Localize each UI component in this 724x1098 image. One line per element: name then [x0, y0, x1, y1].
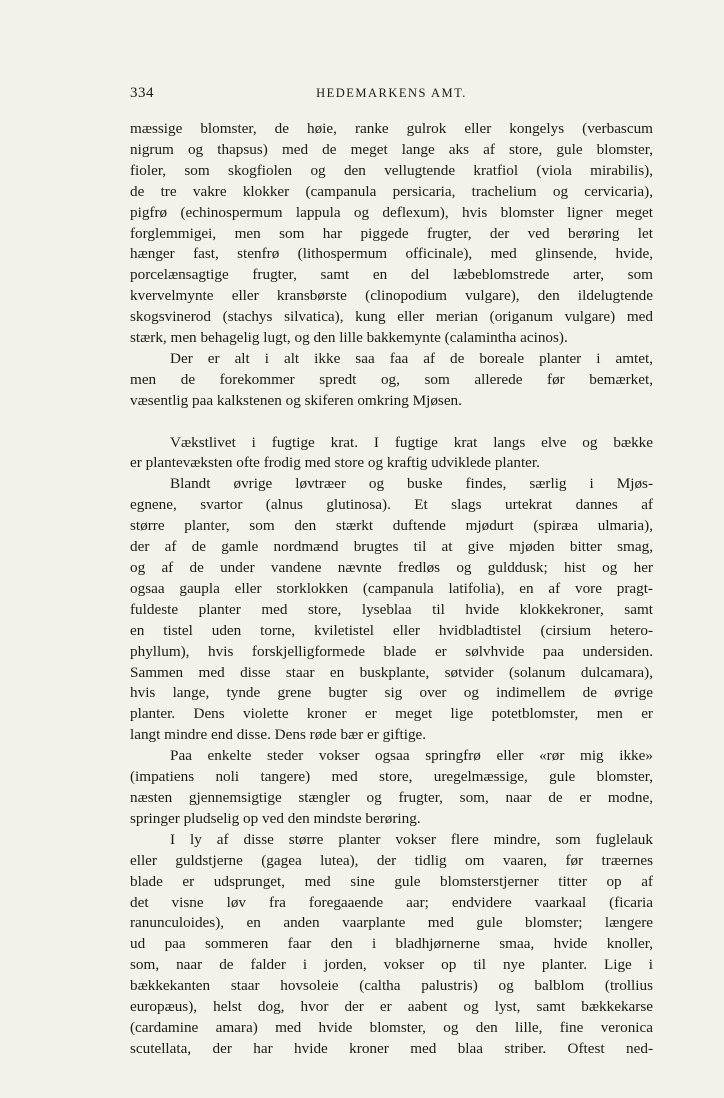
text-line: og af de under vandene nævnte fredløs og gulddusk; hist og her: [130, 559, 653, 577]
page-number: 334: [130, 85, 154, 101]
text-line: europæus), helst dog, hvor der er aabent og lyst, samt bækkekarse: [130, 998, 653, 1016]
body-text: [130, 119, 653, 1060]
text-line: ranunculoides), en anden vaarplante med gule blomster; længere: [130, 914, 653, 932]
text-line: de tre vakre klokker (campanula persicaria, trachelium og cervicaria),: [130, 182, 653, 200]
text-line: Vækstlivet i fugtige krat. I fugtige krat langs elve og bække: [170, 433, 653, 451]
text-line: bækkekanten staar hovsoleie (caltha palustris) og balblom (trollius: [130, 977, 653, 995]
text-line: eller guldstjerne (gagea lutea), der tidlig om vaaren, før træernes: [130, 851, 653, 869]
text-line: stærk, men behagelig lugt, og den lille bakkemynte (calamintha acinos).: [130, 329, 568, 347]
text-line: Blandt øvrige løvtræer og buske findes, særlig i Mjøs-: [170, 475, 653, 493]
text-line: en tistel uden torne, kviletistel eller hvidbladtistel (cirsium hetero-: [130, 621, 653, 639]
text-line: ud paa sommeren faar den i bladhjørnerne smaa, hvide knoller,: [130, 935, 653, 953]
text-line: I ly af disse større planter vokser flere mindre, som fuglelauk: [170, 830, 653, 848]
text-line: skogsvinerod (stachys silvatica), kung eller merian (origanum vulgare) med: [130, 308, 653, 326]
text-line: fuldeste planter med store, lyseblaa til hvide klokkekroner, samt: [130, 600, 653, 618]
text-line: (impatiens noli tangere) med store, uregelmæssige, gule blomster,: [130, 768, 653, 786]
text-line: springer pludselig op ved den mindste berøring.: [130, 809, 421, 827]
text-line: væsentlig paa kalkstenen og skiferen omkring Mjøsen.: [130, 391, 462, 409]
text-line: Der er alt i alt ikke saa faa af de boreale planter i amtet,: [170, 349, 653, 367]
text-line: næsten gjennemsigtige stængler og frugter, som, naar de er modne,: [130, 788, 653, 806]
text-line: men de forekommer spredt og, som allerede før bemærket,: [130, 370, 653, 388]
text-line: der af de gamle nordmænd brugtes til at give mjøden bitter smag,: [130, 538, 653, 556]
text-line: (cardamine amara) med hvide blomster, og den lille, fine veronica: [130, 1018, 653, 1036]
page-header: [130, 85, 653, 105]
text-line: scutellata, der har hvide kroner med blaa striber. Oftest ned-: [130, 1039, 653, 1057]
text-line: porcelænsagtige frugter, samt en del læbeblomstrede arter, som: [130, 266, 653, 284]
text-line: fioler, som skogfiolen og den vellugtende kratfiol (viola mirabilis),: [130, 161, 653, 179]
text-line: egnene, svartor (alnus glutinosa). Et slags urtekrat dannes af: [130, 496, 653, 514]
text-line: mæssige blomster, de høie, ranke gulrok eller kongelys (verbascum: [130, 120, 653, 137]
text-line: som, naar de falder i jorden, vokser op til nye planter. Lige i: [130, 956, 653, 974]
text-line: phyllum), hvis forskjelligformede blade er sølvhvide paa undersiden.: [130, 642, 653, 660]
text-line: planter. Dens violette kroner er meget lige potetblomster, men er: [130, 705, 653, 723]
running-head: HEDEMARKENS AMT.: [316, 86, 467, 100]
paragraph-gap: [130, 412, 653, 433]
text-line: langt mindre end disse. Dens røde bær er giftige.: [130, 726, 427, 744]
text-line: pigfrø (echinospermum lappula og deflexum), hvis blomster ligner meget: [130, 203, 653, 221]
text-line: det visne løv fra foregaaende aar; endvidere vaarkaal (ficaria: [130, 893, 653, 911]
text-line: blade er udsprunget, med sine gule blomsterstjerner titter op af: [130, 872, 653, 890]
text-line: kvervelmynte eller kransbørste (clinopodium vulgare), den ildelugtende: [130, 287, 653, 305]
text-line: er plantevæksten ofte frodig med store og kraftig udviklede planter.: [130, 454, 540, 472]
text-line: forglemmigei, men som har piggede frugter, der ved berøring let: [130, 224, 653, 242]
text-line: Sammen med disse staar en buskplante, søtvider (solanum dulcamara),: [130, 663, 653, 681]
text-line: nigrum og thapsus) med de meget lange aks af store, gule blomster,: [130, 140, 653, 158]
text-line: ogsaa gaupla eller storklokken (campanula latifolia), en af vore pragt-: [130, 579, 653, 597]
text-line: hvis lange, tynde grene bugter sig over og indimellem de øvrige: [130, 684, 653, 702]
text-line: Paa enkelte steder vokser ogsaa springfrø eller «rør mig ikke»: [170, 747, 653, 765]
text-line: hænger fast, stenfrø (lithospermum officinale), med glinsende, hvide,: [130, 245, 653, 263]
text-line: større planter, som den stærkt duftende mjødurt (spiræa ulmaria),: [130, 517, 653, 535]
